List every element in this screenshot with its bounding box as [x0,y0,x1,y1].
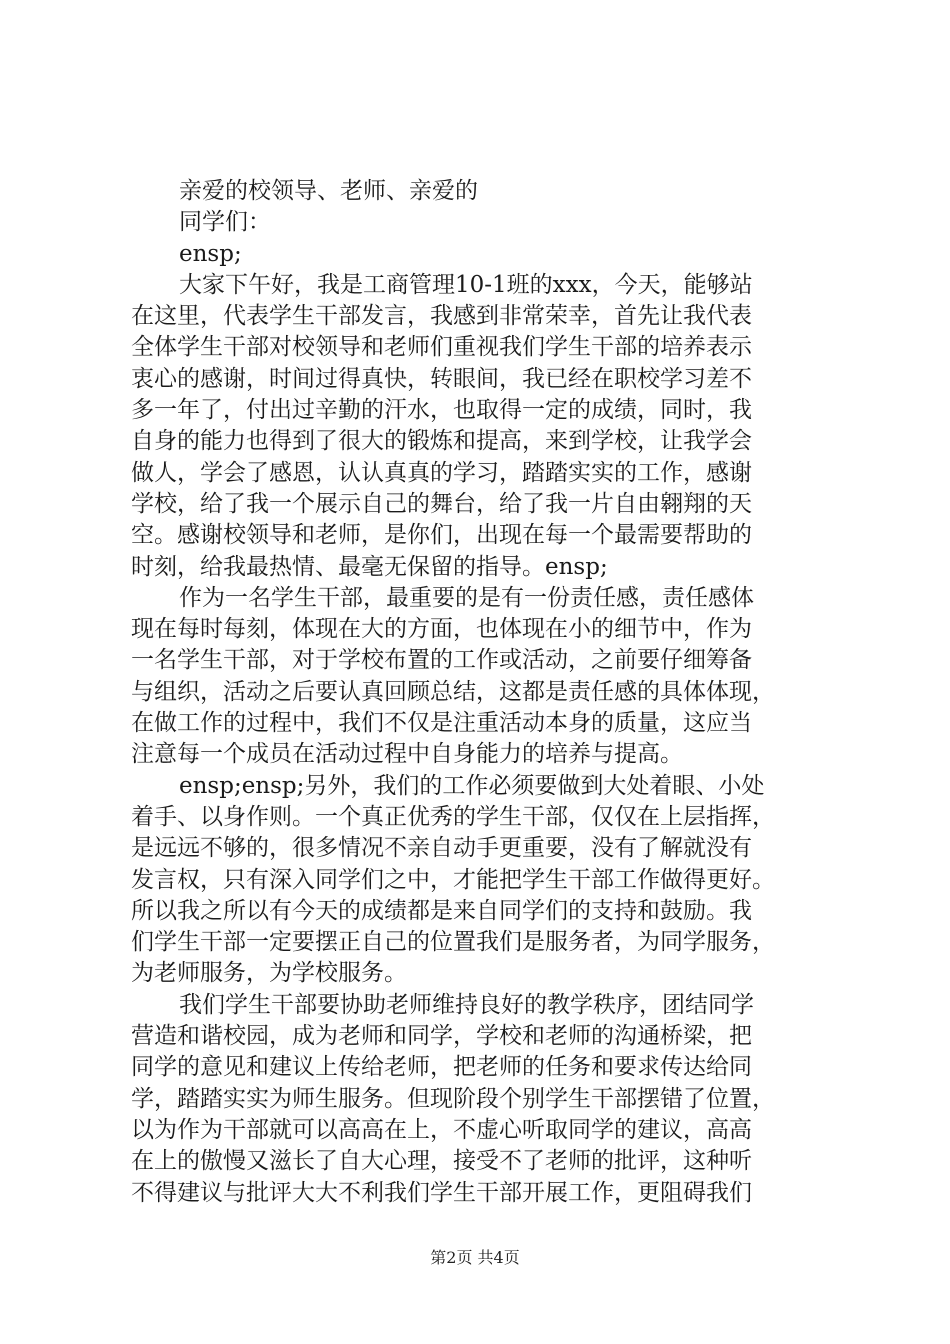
text-line: 自身的能力也得到了很大的锻炼和提高，来到学校，让我学会 [131,428,752,455]
text-line: 在上的傲慢又滋长了自大心理，接受不了老师的批评，这种听 [131,1148,752,1175]
text-line: 作为一名学生干部，最重要的是有一份责任感，责任感体 [179,584,754,611]
text-line: 在做工作的过程中，我们不仅是注重活动本身的质量，这应当 [131,710,752,737]
text-line: 注意每一个成员在活动过程中自身能力的培养与提高。 [131,741,683,768]
text-line: 亲爱的校领导、老师、亲爱的 [179,178,478,204]
text-line: 为老师服务，为学校服务。 [131,960,407,987]
text-line: 发言权，只有深入同学们之中，才能把学生干部工作做得更好。 [131,866,775,893]
text-line: 我们学生干部要协助老师维持良好的教学秩序，团结同学 [179,991,754,1018]
text-line: 们学生干部一定要摆正自己的位置我们是服务者，为同学服务， [131,929,775,956]
text-line: 同学们： [179,209,271,236]
text-line: 不得建议与批评大大不利我们学生干部开展工作，更阻碍我们 [131,1179,752,1206]
text-line: 在这里，代表学生干部发言，我感到非常荣幸，首先让我代表 [131,303,752,330]
text-line: 同学的意见和建议上传给老师，把老师的任务和要求传达给同 [131,1054,752,1081]
text-line: 以为作为干部就可以高高在上，不虚心听取同学的建议，高高 [131,1116,752,1143]
text-line: 衷心的感谢，时间过得真快，转眼间，我已经在职校学习差不 [131,365,752,392]
text-line: 大家下午好，我是工商管理10-1班的xxx，今天，能够站 [179,271,753,298]
text-line: 空。感谢校领导和老师，是你们，出现在每一个最需要帮助的 [131,522,752,549]
text-line: 与组织，活动之后要认真回顾总结，这都是责任感的具体体现， [131,678,775,705]
text-line: 多一年了，付出过辛勤的汗水，也取得一定的成绩，同时，我 [131,397,752,424]
text-line: 是远远不够的，很多情况不亲自动手更重要，没有了解就没有 [131,835,752,862]
text-line: 所以我之所以有今天的成绩都是来自同学们的支持和鼓励。我 [131,897,752,924]
text-line: 一名学生干部，对于学校布置的工作或活动，之前要仔细筹备 [131,647,752,674]
text-line: 时刻，给我最热情、最毫无保留的指导。ensp; [131,553,608,580]
text-line: ensp;ensp;另外，我们的工作必须要做到大处着眼、小处 [179,772,765,799]
text-line: 做人，学会了感恩，认认真真的学习，踏踏实实的工作，感谢 [131,459,752,486]
text-line: 全体学生干部对校领导和老师们重视我们学生干部的培养表示 [131,334,752,361]
text-line: 着手、以身作则。一个真正优秀的学生干部，仅仅在上层指挥， [131,803,775,830]
document-body [131,176,831,1209]
text-line: 学校，给了我一个展示自己的舞台，给了我一片自由翱翔的天 [131,490,752,517]
text-line: 现在每时每刻，体现在大的方面，也体现在小的细节中，作为 [131,616,752,643]
page-footer: 第2页 共4页 [430,1248,520,1267]
text-line: 学，踏踏实实为师生服务。但现阶段个别学生干部摆错了位置， [131,1085,775,1112]
text-line: ensp; [179,240,242,267]
text-line: 营造和谐校园，成为老师和同学，学校和老师的沟通桥梁，把 [131,1023,752,1050]
